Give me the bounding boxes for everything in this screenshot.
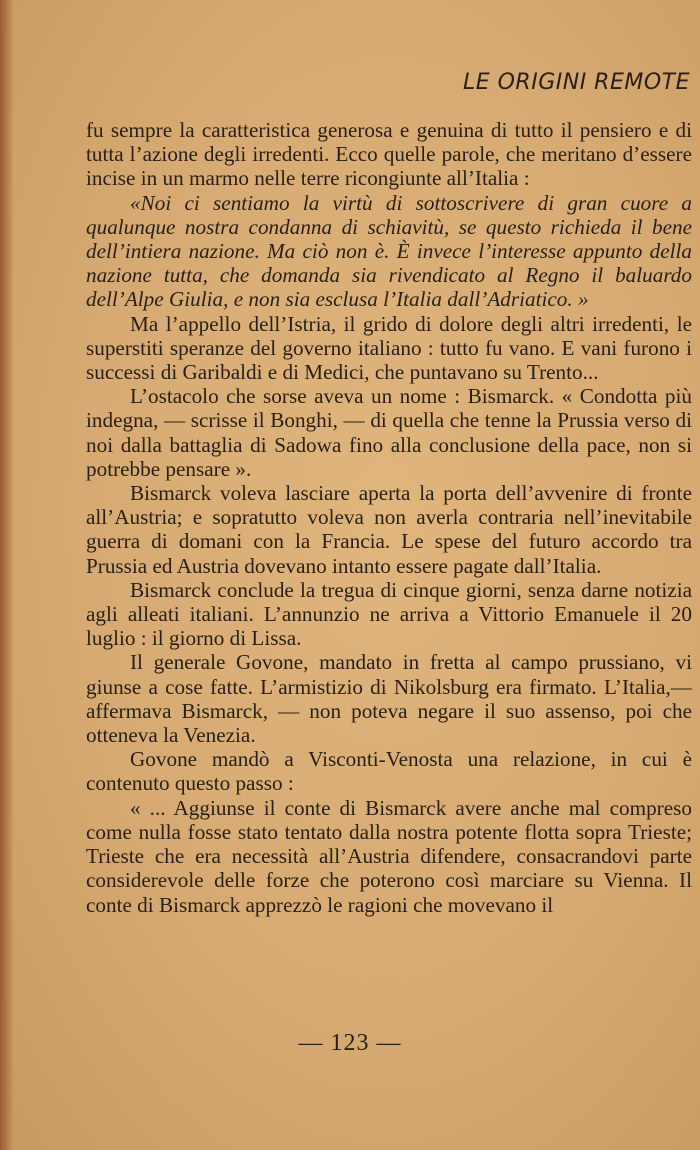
paragraph: Bismarck voleva lasciare aperta la porta dell’avvenire di fronte all’Austria; e sopratutto voleva non averla contraria nell’inevitabile guerra di domani con la Francia. Le spese del futuro accordo tra Prussia ed Austria dovevano intanto essere pagate dall’Italia.	[86, 481, 692, 578]
quote-paragraph: «Noi ci sentiamo la virtù di sottoscrivere di gran cuore a qualunque nostra condanna di schiavitù, se questo richieda il bene dell’intiera nazione. Ma ciò non è. È invece l’interesse appunto della nazione tutta, che domanda sia rivendicato al Regno il baluardo dell’Alpe Giulia, e non sia esclusa l’Italia dall’Adriatico. »	[86, 190, 692, 312]
paragraph: fu sempre la caratteristica generosa e genuina di tutto il pensiero e di tutta l’azione degli irredenti. Ecco quelle parole, che meritano d’essere incise in un marmo nelle terre ricongiunte all’Italia :	[86, 118, 692, 191]
paragraph: Bismarck conclude la tregua di cinque giorni, senza darne notizia agli alleati italiani. L’annunzio ne arriva a Vittorio Emanuele il 20 luglio : il giorno di Lissa.	[86, 577, 692, 651]
body-text	[86, 118, 692, 917]
quote-paragraph: « ... Aggiunse il conte di Bismarck avere anche mal compreso come nulla fosse stato tentato dalla nostra potente flotta sopra Trieste; Trieste che era necessità all’Austria difendere, consacrandovi parte considerevole delle forze che poterono così marciare su Vienna. Il conte di Bismarck apprezzò le ragioni che movevano il	[86, 795, 692, 917]
paragraph: L’ostacolo che sorse aveva un nome : Bismarck. « Condotta più indegna, — scrisse il Bonghi, — di quella che tenne la Prussia verso di noi dalla battaglia di Sadowa fino alla conclusione della pace, non si potrebbe pensare ».	[86, 384, 692, 481]
running-title: LE ORIGINI REMOTE	[462, 70, 690, 95]
paragraph: Ma l’appello dell’Istria, il grido di dolore degli altri irredenti, le superstiti speranze del governo italiano : tutto fu vano. E vani furono i successi di Garibaldi e di Medici, che puntavano su Trento...	[86, 311, 692, 385]
paragraph: Il generale Govone, mandato in fretta al campo prussiano, vi giunse a cose fatte. L’armistizio di Nikolsburg era firmato. L’Italia,— affermava Bismarck, — non poteva negare il suo assenso, poi che otteneva la Venezia.	[86, 650, 692, 748]
page-spine-shadow	[0, 0, 14, 1150]
paragraph: Govone mandò a Visconti-Venosta una relazione, in cui è contenuto questo passo :	[86, 747, 692, 796]
page-number: — 123 —	[298, 1030, 402, 1056]
